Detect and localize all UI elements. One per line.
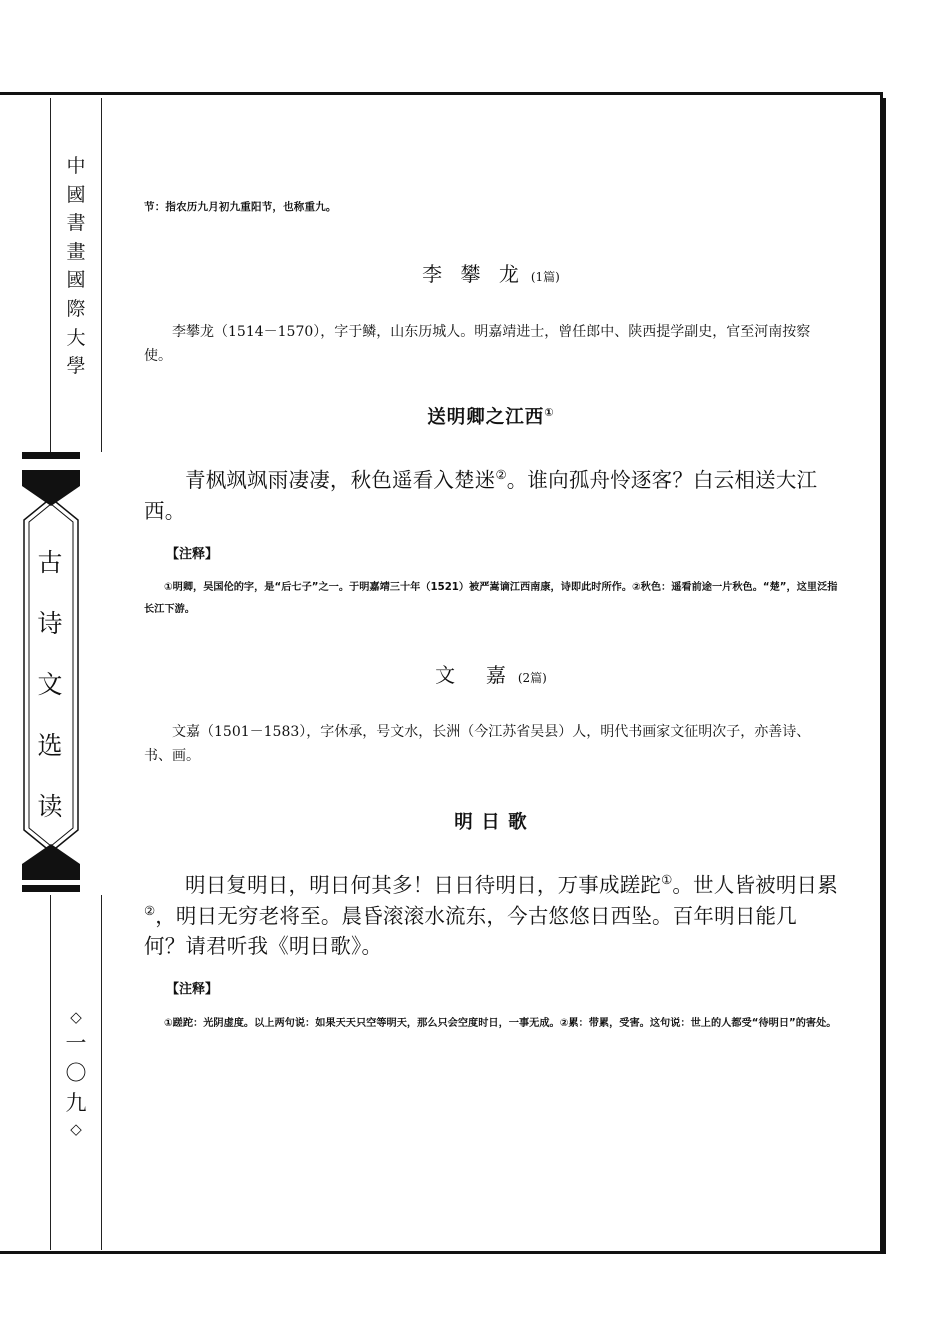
continued-footnote: 节：指农历九月初九重阳节，也称重九。 [144,201,337,213]
ornament-bar-bottom [22,885,80,892]
ornament-bar-top [22,452,80,459]
frame-shadow-bottom [6,1251,886,1254]
cartouche-char: 文 [37,670,63,699]
frame-shadow-right [883,98,886,1254]
author-name: 文 嘉 [435,663,512,687]
poem-title-text: 送明卿之江西 [427,407,545,428]
sidebar-rule-left-bottom [50,895,51,1250]
footnote-marker: ① [544,405,555,419]
poem-text: 。世人皆被明日累 [672,873,838,897]
sidebar-rule-right-top [101,98,102,452]
poem-body [144,870,838,962]
notes-text: ①明卿，吴国伦的字，是“后七子”之一。于明嘉靖三十年（1521）被严嵩谪江西南康，诗即此时所作。②秋色：遥看前途一片秋色。“楚”，这里泛指长江下游。 [144,582,838,615]
cartouche-char: 选 [37,731,63,760]
notes-text: ①蹉跎：光阴虚度。以上两句说：如果天天只空等明天，那么只会空度时日，一事无成。②累：带累，受害。这句说：世上的人都受“待明日”的害处。 [164,1018,837,1029]
poem-title: 明 日 歌 [454,812,528,833]
notes-label: 【注释】 [166,982,219,997]
author-heading [144,258,838,287]
cartouche-char: 读 [37,792,63,821]
cartouche-char: 古 [37,548,63,577]
piece-count: (1篇) [530,270,560,284]
cartouche-text [32,532,68,837]
footnote-marker: ② [495,468,507,483]
sidebar-vertical-title: 中國書畫國際大學 [66,155,86,378]
sidebar-rule-right-bottom [101,895,102,1250]
author-name: 李 攀 龙 [422,262,525,286]
sidebar-rule-left-top [50,98,51,452]
poem-text: 。谁向孤舟怜逐客？白云相送大江西。 [144,468,818,523]
notes-label: 【注释】 [166,547,219,562]
diamond-marker-top: ◇ [70,1008,82,1026]
footnote-marker: ① [661,873,673,888]
page-number-block [62,1006,90,1140]
poem-title [144,403,838,429]
footnote-marker: ② [144,903,156,918]
poem-text: 明日复明日，明日何其多！日日待明日，万事成蹉跎 [185,873,662,897]
page-number: 一〇九 [65,1031,87,1115]
poem-body [144,465,838,526]
poem-text: ，明日无穷老将至。晨昏滚滚水流东，今古悠悠日西坠。百年明日能几何？请君听我《明日歌》。 [144,903,797,958]
author-bio: 文嘉（1501－1583），字休承，号文水，长洲（今江苏省吴县）人，明代书画家文征明次子，亦善诗、书、画。 [144,724,811,764]
author-heading [144,659,838,688]
cartouche-char: 诗 [37,609,63,638]
piece-count: (2篇) [517,671,547,685]
diamond-marker-bottom: ◇ [70,1120,82,1138]
poem-text: 青枫飒飒雨凄凄，秋色遥看入楚迷 [185,468,496,492]
author-bio: 李攀龙（1514－1570），字于鳞，山东历城人。明嘉靖进士，曾任郎中、陕西提学副史，官至河南按察使。 [144,324,811,364]
